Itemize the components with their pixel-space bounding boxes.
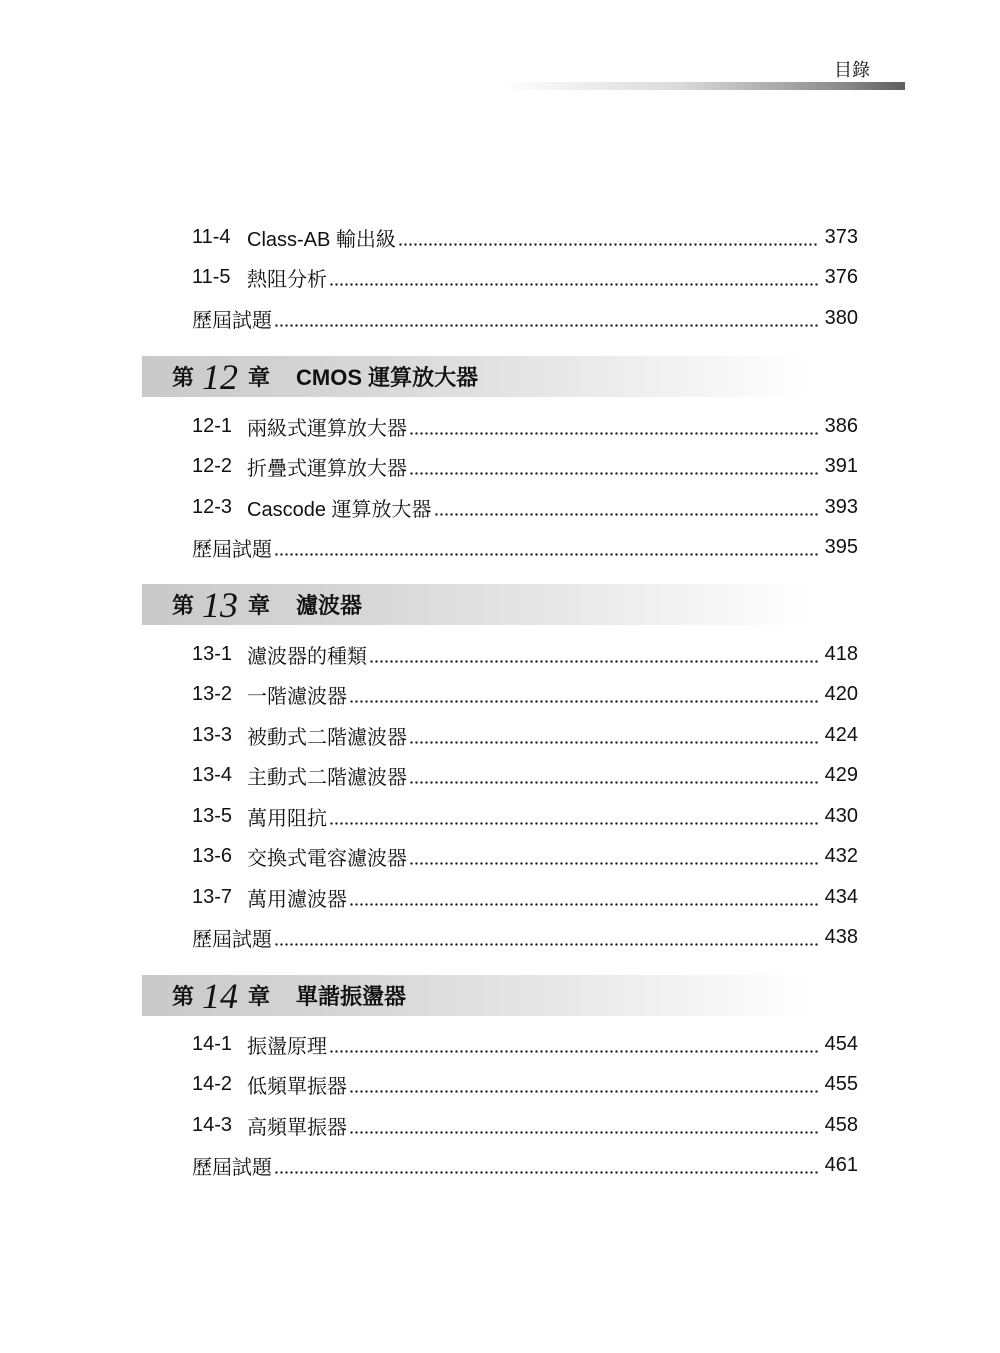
dot-leader (330, 822, 818, 825)
section-title: 兩級式運算放大器 (247, 417, 407, 440)
page-number: 432 (824, 845, 858, 868)
toc-entries (192, 634, 858, 958)
page-number: 418 (824, 642, 858, 665)
section-title: 一階濾波器 (247, 686, 347, 709)
toc-entry (192, 837, 858, 878)
page-number: 376 (824, 266, 858, 289)
dot-leader (275, 553, 818, 556)
section-number: 12-2 (192, 455, 233, 478)
chapter-banner (142, 975, 810, 1016)
toc-entry (192, 796, 858, 837)
page-number: 458 (824, 1113, 858, 1136)
section-title: 歷屆試題 (192, 539, 272, 562)
chapter-number: 14 (202, 975, 239, 1016)
toc-entries (192, 1024, 858, 1186)
header-gradient-bar (500, 82, 905, 90)
dot-leader (410, 741, 818, 744)
dot-leader (410, 432, 818, 435)
section-number: 13-2 (192, 683, 233, 706)
section-number: 14-3 (192, 1113, 233, 1136)
chapter-13 (0, 584, 1000, 958)
toc-entry (192, 258, 858, 299)
section-title: 濾波器的種類 (247, 645, 367, 668)
dot-leader (350, 903, 818, 906)
section-title: 被動式二階濾波器 (247, 726, 407, 749)
page-number: 438 (824, 926, 858, 949)
section-title: 折疊式運算放大器 (247, 458, 407, 481)
page-number: 393 (824, 495, 858, 518)
chapter-prefix: 第 (172, 984, 195, 1009)
page-number: 424 (824, 723, 858, 746)
toc-entry (192, 1065, 858, 1106)
section-title: 主動式二階濾波器 (247, 767, 407, 790)
page-number: 386 (824, 414, 858, 437)
chapter-suffix: 章 (248, 365, 271, 390)
section-number: 13-5 (192, 804, 233, 827)
dot-leader (275, 943, 818, 946)
section-title: Cascode 運算放大器 (247, 498, 432, 521)
page-number: 430 (824, 804, 858, 827)
chapter-12 (0, 356, 1000, 568)
chapter-11-continued (0, 217, 1000, 339)
section-title: 萬用濾波器 (247, 888, 347, 911)
page-number: 429 (824, 764, 858, 787)
toc-entry-past-exams (192, 1146, 858, 1187)
toc-entry (192, 1024, 858, 1065)
section-title: 高頻單振器 (247, 1116, 347, 1139)
chapter-banner (142, 356, 810, 397)
section-number: 12-3 (192, 495, 233, 518)
section-number: 14-2 (192, 1073, 233, 1096)
section-title: 歷屆試題 (192, 1157, 272, 1180)
toc-entry (192, 756, 858, 797)
chapter-banner (142, 584, 810, 625)
chapter-number: 12 (202, 356, 239, 397)
page-number: 434 (824, 885, 858, 908)
section-title: 萬用阻抗 (247, 807, 327, 830)
toc-entry (192, 447, 858, 488)
dot-leader (410, 781, 818, 784)
dot-leader (370, 660, 818, 663)
chapter-prefix: 第 (172, 593, 195, 618)
section-number: 13-4 (192, 764, 233, 787)
toc-entry (192, 406, 858, 447)
dot-leader (435, 513, 818, 516)
chapter-title: 濾波器 (296, 593, 363, 618)
dot-leader (410, 862, 818, 865)
dot-leader (275, 1171, 818, 1174)
section-number: 13-1 (192, 642, 233, 665)
dot-leader (410, 472, 818, 475)
chapter-title: CMOS 運算放大器 (296, 365, 479, 390)
dot-leader (350, 700, 818, 703)
toc-entry-past-exams (192, 918, 858, 959)
section-title: Class-AB 輸出級 (247, 228, 396, 251)
toc-entry (192, 715, 858, 756)
section-number: 13-6 (192, 845, 233, 868)
toc-entries (192, 217, 858, 339)
chapter-number: 13 (202, 584, 239, 625)
toc-entries (192, 406, 858, 568)
dot-leader (330, 1050, 818, 1053)
running-head-title: 目錄 (834, 60, 870, 80)
section-title: 歷屆試題 (192, 929, 272, 952)
toc-entry (192, 877, 858, 918)
section-title: 熱阻分析 (247, 269, 327, 292)
dot-leader (399, 243, 818, 246)
chapter-title: 單諧振盪器 (296, 984, 407, 1009)
toc-entry (192, 675, 858, 716)
section-number: 13-7 (192, 885, 233, 908)
section-number: 14-1 (192, 1032, 233, 1055)
toc-entry (192, 634, 858, 675)
chapter-suffix: 章 (248, 593, 271, 618)
page-number: 395 (824, 536, 858, 559)
dot-leader (330, 283, 818, 286)
page-number: 391 (824, 455, 858, 478)
section-number: 11-5 (192, 266, 231, 289)
section-title: 交換式電容濾波器 (247, 848, 407, 871)
chapter-suffix: 章 (248, 984, 271, 1009)
page-number: 420 (824, 683, 858, 706)
dot-leader (350, 1131, 818, 1134)
page-number: 455 (824, 1073, 858, 1096)
toc-entry-past-exams (192, 528, 858, 569)
chapter-prefix: 第 (172, 365, 195, 390)
page-number: 454 (824, 1032, 858, 1055)
section-title: 振盪原理 (247, 1035, 327, 1058)
chapter-14 (0, 975, 1000, 1186)
page-number: 461 (824, 1154, 858, 1177)
page-number: 380 (824, 306, 858, 329)
toc-entry (192, 217, 858, 258)
section-title: 歷屆試題 (192, 309, 272, 332)
dot-leader (350, 1090, 818, 1093)
toc-entry (192, 487, 858, 528)
dot-leader (275, 324, 818, 327)
toc-entry (192, 1105, 858, 1146)
page-number: 373 (824, 225, 858, 248)
toc-entry-past-exams (192, 298, 858, 339)
section-number: 12-1 (192, 414, 233, 437)
section-title: 低頻單振器 (247, 1076, 347, 1099)
section-number: 11-4 (192, 225, 231, 248)
section-number: 13-3 (192, 723, 233, 746)
